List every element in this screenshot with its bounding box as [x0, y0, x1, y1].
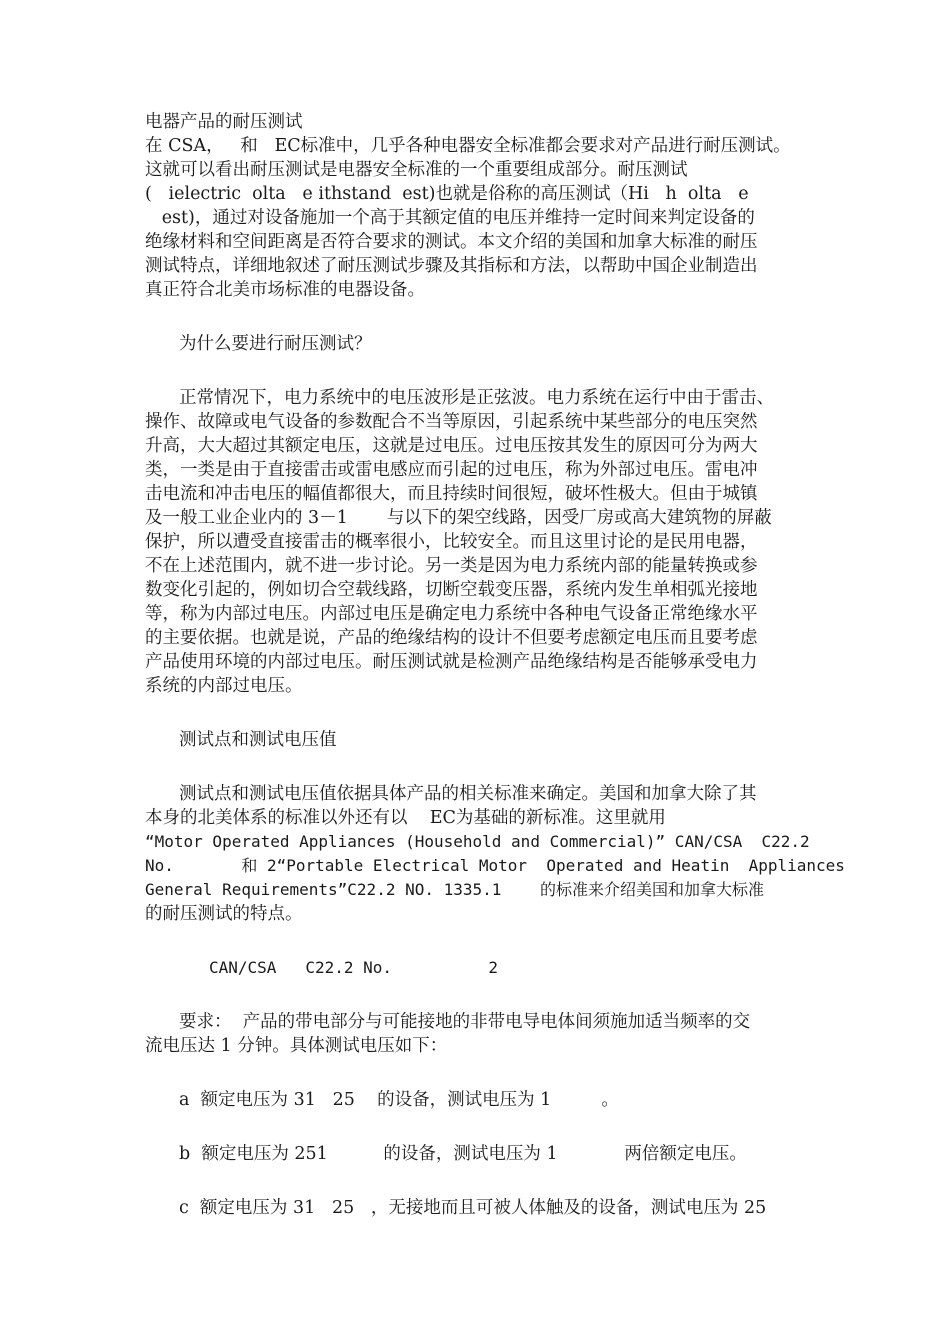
intro-line-5: 绝缘材料和空间距离是否符合要求的测试。本文介绍的美国和加拿大标准的耐压: [145, 232, 758, 252]
paragraph-line: General Requirements”C22.2 NO. 1335.1 的标准来介绍美国和加拿大标准: [145, 880, 764, 899]
paragraph-line: No. 和 2“Portable Electrical Motor Operated and Heatin Appliances: [145, 856, 845, 875]
paragraph-line: 及一般工业企业内的 3－1 与以下的架空线路，因受厂房或高大建筑物的屏蔽: [145, 508, 772, 528]
paragraph-line: 测试点和测试电压值依据具体产品的相关标准来确定。美国和加拿大除了其: [179, 784, 757, 804]
paragraph-line: 类，一类是由于直接雷击或雷电感应而引起的过电压，称为外部过电压。雷电冲: [145, 460, 758, 480]
list-item-c: c 额定电压为 31 25 ，无接地而且可被人体触及的设备，测试电压为 25: [179, 1198, 767, 1218]
paragraph-line: 数变化引起的，例如切合空载线路，切断空载变压器，系统内发生单相弧光接地: [145, 580, 758, 600]
intro-line-7: 真正符合北美市场标准的电器设备。: [145, 280, 425, 300]
paragraph-line: 等，称为内部过电压。内部过电压是确定电力系统中各种电气设备正常绝缘水平: [145, 604, 758, 624]
paragraph-line: 正常情况下，电力系统中的电压波形是正弦波。电力系统在运行中由于雷击、: [179, 388, 774, 408]
paragraph-line: 本身的北美体系的标准以外还有以 EC为基础的新标准。这里就用: [145, 808, 666, 828]
paragraph-line: 不在上述范围内，就不进一步讨论。另一类是因为电力系统内部的能量转换或参: [145, 556, 758, 576]
section-heading-test-points: 测试点和测试电压值: [179, 730, 337, 750]
paragraph-line: 的耐压测试的特点。: [145, 904, 303, 924]
paragraph-line: 系统的内部过电压。: [145, 676, 303, 696]
document-page: [145, 110, 845, 1220]
paragraph-line: “Motor Operated Appliances (Household and Commercial)” CAN/CSA C22.2: [145, 832, 810, 851]
standard-heading: CAN/CSA C22.2 No. 2: [209, 958, 498, 977]
paragraph-line: 的主要依据。也就是说，产品的绝缘结构的设计不但要考虑额定电压而且要考虑: [145, 628, 758, 648]
intro-line-1: 在 CSA， 和 EC标准中，几乎各种电器安全标准都会要求对产品进行耐压测试。: [145, 136, 791, 156]
paragraph-line: 升高，大大超过其额定电压，这就是过电压。过电压按其发生的原因可分为两大: [145, 436, 758, 456]
paragraph-line: 产品使用环境的内部过电压。耐压测试就是检测产品绝缘结构是否能够承受电力: [145, 652, 758, 672]
intro-line-6: 测试特点，详细地叙述了耐压测试步骤及其指标和方法，以帮助中国企业制造出: [145, 256, 758, 276]
intro-line-4: est)，通过对设备施加一个高于其额定值的电压并维持一定时间来判定设备的: [145, 208, 755, 228]
document-title: 电器产品的耐压测试: [145, 112, 303, 132]
paragraph-line: 操作、故障或电气设备的参数配合不当等原因，引起系统中某些部分的电压突然: [145, 412, 758, 432]
list-item-a: a 额定电压为 31 25 的设备，测试电压为 1 。: [179, 1090, 619, 1110]
list-item-b: b 额定电压为 251 的设备，测试电压为 1 两倍额定电压。: [179, 1144, 747, 1164]
intro-line-3: ( ielectric olta e ithstand est)也就是俗称的高压测试（Hi h olta e: [145, 184, 749, 204]
section-heading-why: 为什么要进行耐压测试？: [179, 334, 372, 354]
paragraph-line: 击电流和冲击电压的幅值都很大，而且持续时间很短，破坏性极大。但由于城镇: [145, 484, 758, 504]
requirement-line: 流电压达 1 分钟。具体测试电压如下：: [145, 1036, 448, 1056]
requirement-line: 要求： 产品的带电部分与可能接地的非带电导电体间须施加适当频率的交: [179, 1012, 751, 1032]
intro-line-2: 这就可以看出耐压测试是电器安全标准的一个重要组成部分。耐压测试: [145, 160, 688, 180]
paragraph-line: 保护，所以遭受直接雷击的概率很小，比较安全。而且这里讨论的是民用电器，: [145, 532, 758, 552]
